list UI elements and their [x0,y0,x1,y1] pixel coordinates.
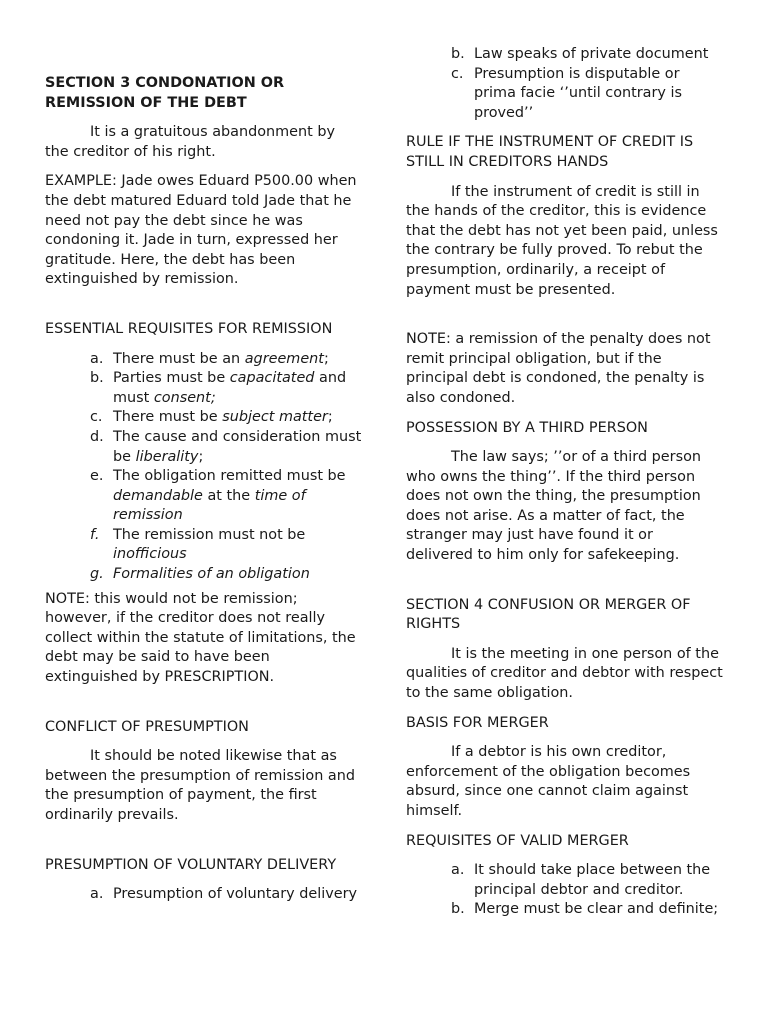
third-person-text: The law says; ’’or of a third person who owns the thing’’. If the third person does not own the thing, the presumption does not arise. As a matter of fact, the stranger may just have found it or delivered to him only for safekeeping. [406,449,701,564]
instrument-of-credit-text: If the instrument of credit is still in the hands of the creditor, this is evidence that the debt has not yet been paid, unless the contrary be fully proved. To rebut the presumption, ordinarily, a receipt of payment must be presented. [406,183,718,298]
item-emphasis: inofficious [113,546,187,563]
list-item [45,526,363,565]
list-item [45,467,363,526]
valid-merger-heading: REQUISITES OF VALID MERGER [406,832,629,849]
item-text: and must [113,370,347,406]
item-text: There must be [113,409,223,426]
valid-merger-list [406,861,724,920]
item-text: The remission must not be [113,526,306,543]
item-emphasis: demandable [113,487,203,504]
item-text: Parties must be [113,370,230,387]
item-text: ; [323,350,329,367]
basis-for-merger-heading: BASIS FOR MERGER [406,714,549,731]
list-marker: e. [90,468,104,485]
list-marker: a. [451,862,465,879]
item-text: The obligation remitted must be [113,468,346,485]
list-marker: a. [90,886,104,903]
list-item [45,885,363,905]
item-emphasis: capacitated [229,370,315,387]
remission-example: EXAMPLE: Jade owes Eduard P500.00 when the debt matured Eduard told Jade that he need not pay the debt since he was condoning it. Jade in turn, expressed her gratitude. Here, the debt has been extinguished by remission. [45,173,357,288]
section-4-title: SECTION 4 CONFUSION OR MERGER OF RIGHTS [406,596,691,633]
item-text: There must be an [113,350,245,367]
list-item [406,861,724,900]
list-marker: f. [90,526,100,543]
list-marker: g. [90,566,104,583]
conflict-of-presumption-heading: CONFLICT OF PRESUMPTION [45,718,249,735]
essential-requisites-list [45,350,363,585]
basis-for-merger-text: If a debtor is his own creditor, enforcement of the obligation becomes absurd, since one cannot claim against himself. [406,744,691,819]
item-text: at the [202,487,255,504]
item-text: Presumption of voluntary delivery [113,886,358,903]
item-text: ; [327,409,333,426]
voluntary-delivery-list-continued [406,45,724,123]
list-marker: c. [90,409,103,426]
item-emphasis: consent [153,389,211,406]
remission-definition: It is a gratuitous abandonment by the creditor of his right. [45,124,336,160]
note-prescription: NOTE: this would not be remission; however, if the creditor does not really collect within the statute of limitations, the debt may be said to have been extinguished by PRESCRIPTION. [45,590,356,686]
essential-requisites-heading: ESSENTIAL REQUISITES FOR REMISSION [45,320,333,337]
right-column [406,0,724,920]
item-emphasis: time of remission [113,487,306,524]
item-emphasis: agreement [244,350,324,367]
conflict-of-presumption-text: It should be noted likewise that as between the presumption of remission and the presumption of payment, the first ordinarily prevails. [45,748,355,823]
list-item [406,45,724,65]
item-text: Law speaks of private document [474,46,709,62]
section-3-title: SECTION 3 CONDONATION OR REMISSION OF THE DEBT [45,75,285,111]
list-item [45,428,363,467]
item-text: Merge must be clear and definite; [474,901,719,918]
list-marker: b. [451,901,465,918]
merger-definition: It is the meeting in one person of the qualities of creditor and debtor with respect to the same obligation. [406,645,723,702]
item-text: It should take place between the principal debtor and creditor. [474,862,711,898]
instrument-of-credit-heading: RULE IF THE INSTRUMENT OF CREDIT IS STILL IN CREDITORS HANDS [406,134,694,170]
list-marker: b. [451,46,465,62]
list-marker: b. [90,370,104,387]
list-item [406,900,724,920]
item-emphasis: subject matter [222,409,328,426]
item-text: Presumption is disputable or prima facie ‘’until contrary is proved’’ [474,65,683,121]
list-marker: c. [451,65,464,82]
item-text: The cause and consideration must be [113,428,362,465]
item-emphasis: liberality [135,448,199,465]
third-person-heading: POSSESSION BY A THIRD PERSON [406,419,648,436]
left-column [45,0,363,905]
list-item [45,408,363,428]
item-emphasis: Formalities of an obligation [113,566,310,583]
list-item [45,565,363,585]
list-item [45,350,363,370]
voluntary-delivery-heading: PRESUMPTION OF VOLUNTARY DELIVERY [45,856,337,873]
list-marker: a. [90,350,104,367]
list-item [45,369,363,408]
note-penalty: NOTE: a remission of the penalty does not remit principal obligation, but if the principal debt is condoned, the penalty is also condoned. [406,331,711,406]
item-text: ; [198,448,204,465]
voluntary-delivery-list [45,885,363,905]
item-text: ; [210,389,216,406]
list-marker: d. [90,428,104,445]
list-item [406,65,724,124]
